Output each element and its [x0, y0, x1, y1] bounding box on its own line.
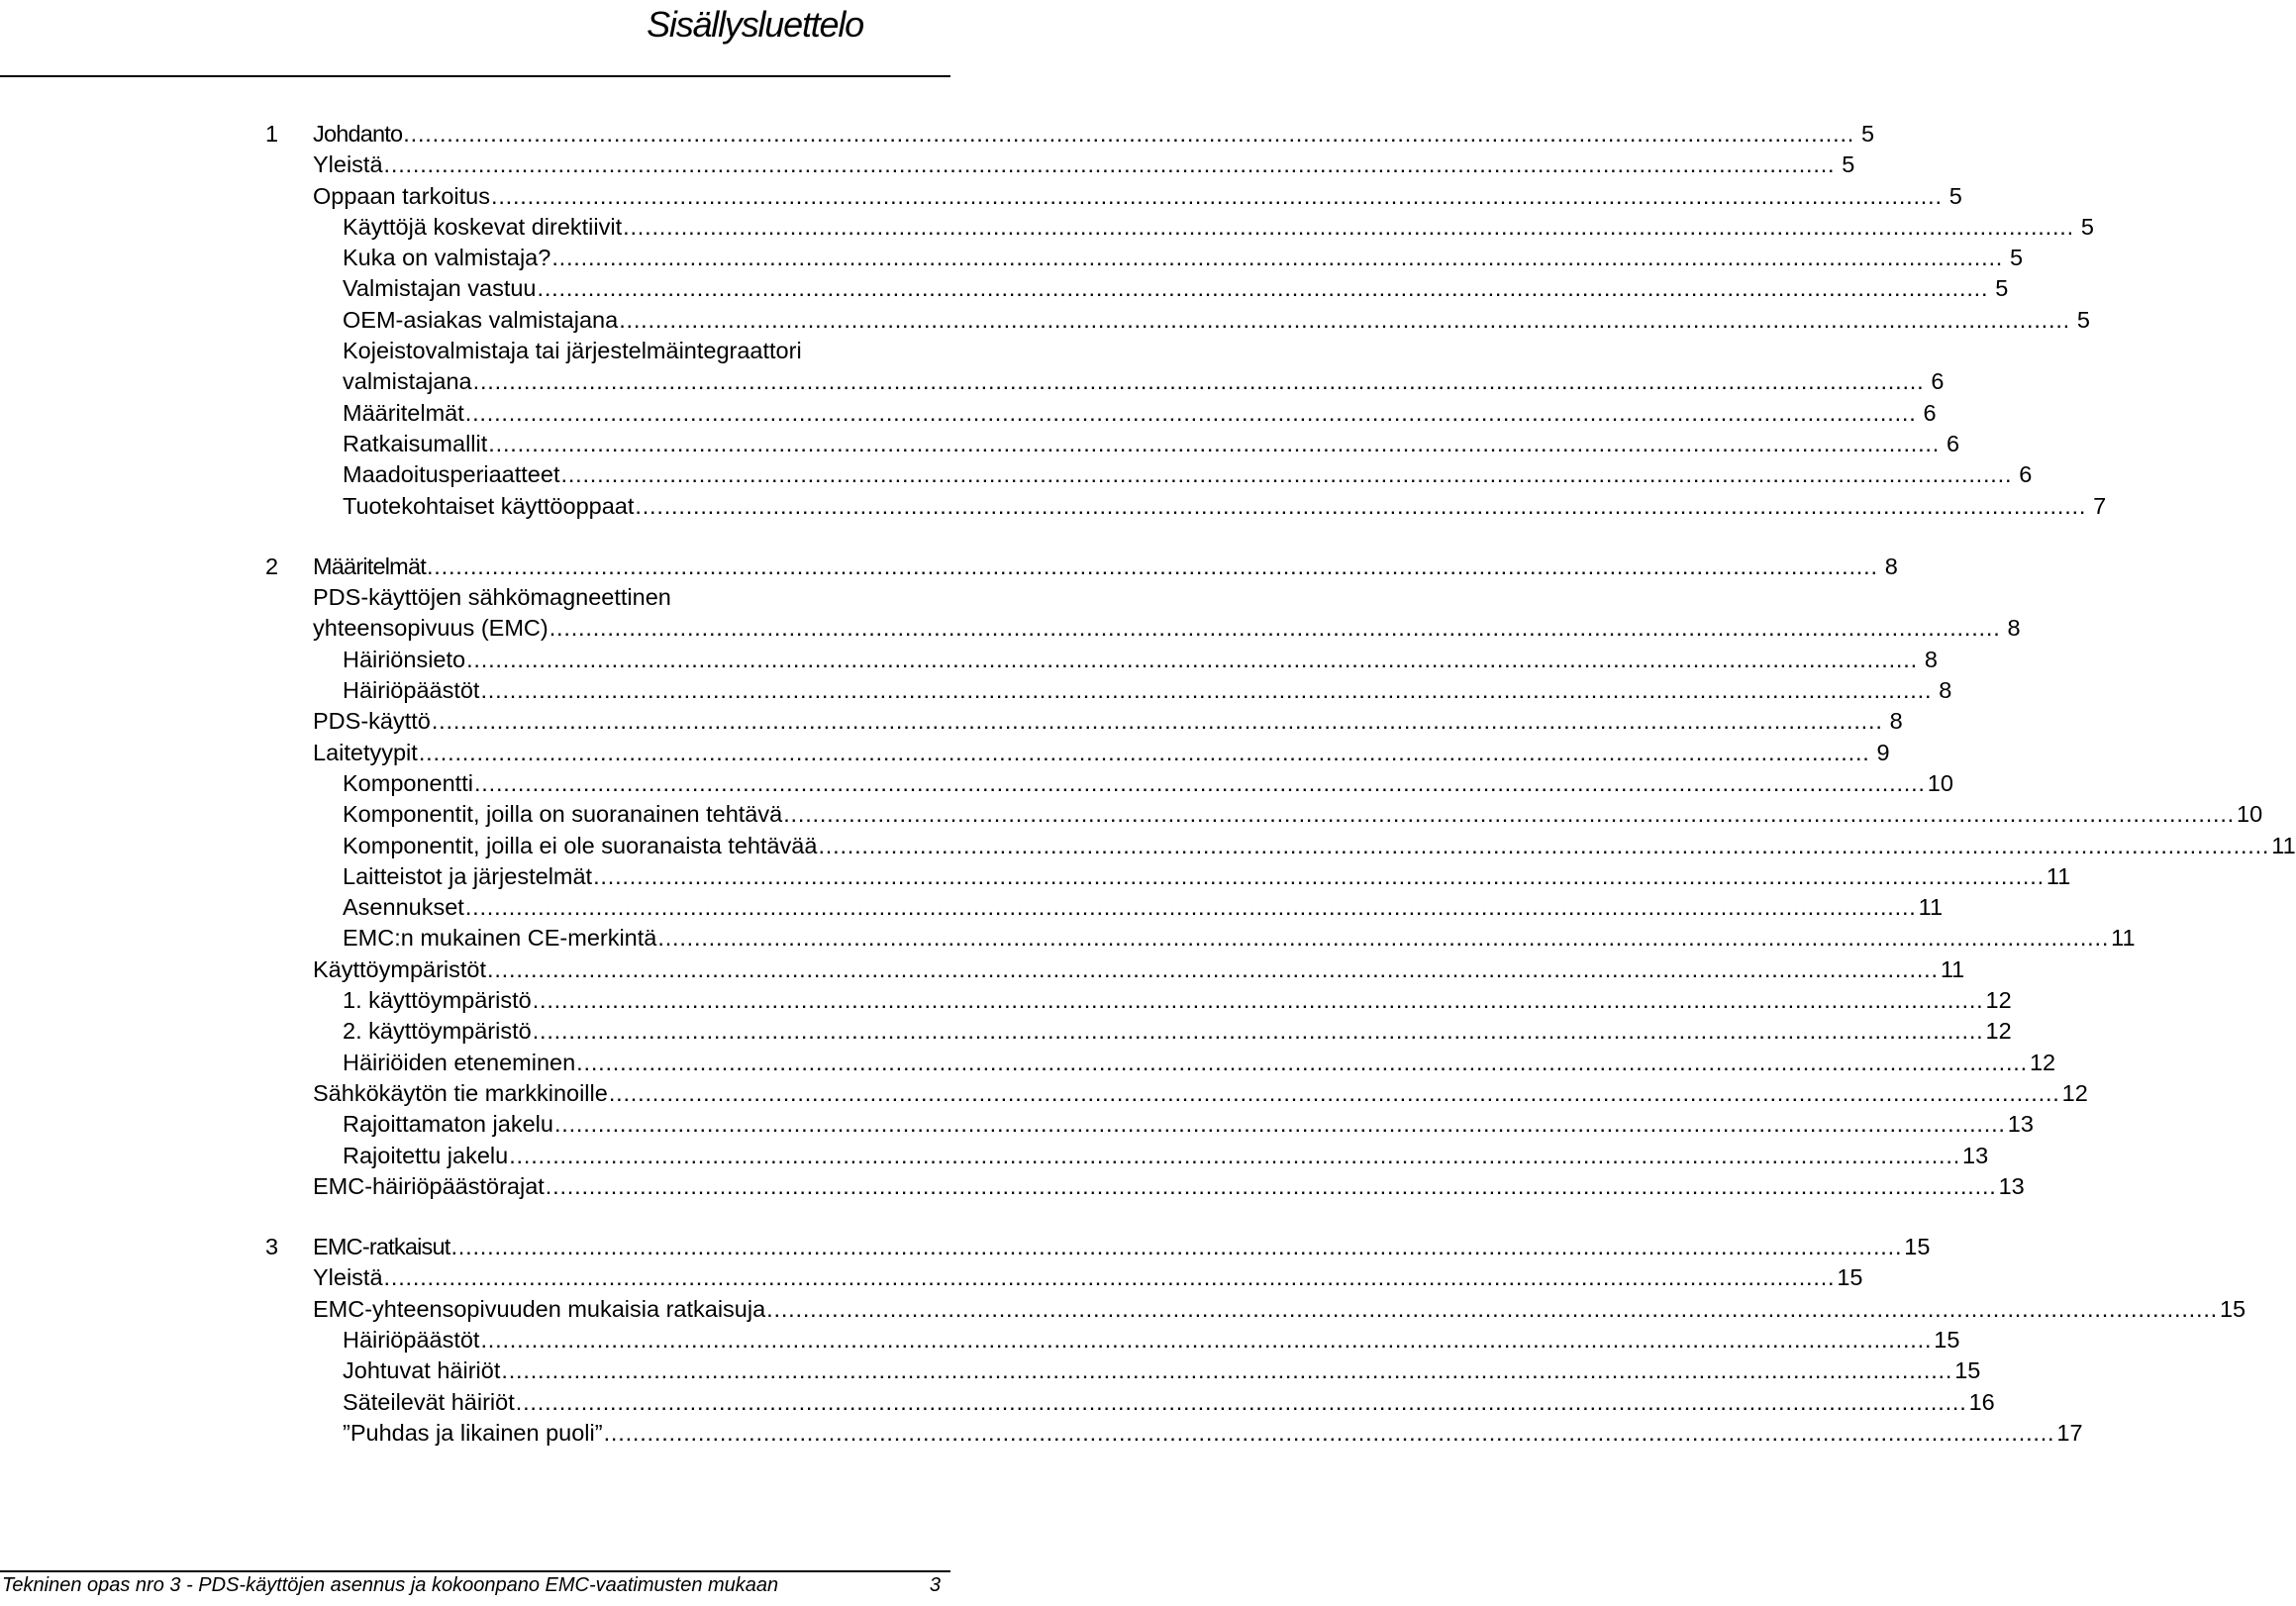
toc-entry-title: Häiriöpäästöt — [343, 1326, 480, 1353]
toc-entry[interactable] — [0, 1325, 1960, 1355]
toc-entry-title: Kuka on valmistaja? — [343, 245, 551, 271]
toc-entry[interactable] — [0, 212, 2094, 243]
toc-entry-title: Kojeistovalmistaja tai järjestelmäintegraattori — [343, 338, 802, 364]
dot-leader: ........................................................................................................................................................................................................ — [657, 925, 2110, 952]
toc-entry-title: EMC:n mukainen CE-merkintä — [343, 925, 657, 952]
dot-leader: ........................................................................................................................................................................................................ — [532, 1018, 1984, 1045]
toc-entry-title: Sähkökäytön tie markkinoille — [313, 1079, 608, 1106]
toc-entry-line — [343, 212, 2094, 243]
toc-entry[interactable] — [0, 1109, 2034, 1140]
toc-page-number: 8 — [1939, 677, 1952, 704]
dot-leader: ........................................................................................................................................................................................................ — [450, 1234, 1903, 1260]
toc-page-number: 13 — [1962, 1142, 1989, 1168]
toc-page-number: 7 — [2093, 492, 2107, 519]
toc-entry-title: Yleistä — [313, 1264, 383, 1291]
toc-entry-line — [343, 892, 1944, 923]
toc-entry[interactable] — [0, 954, 1965, 985]
dot-leader: ........................................................................................................................................................................................................ — [488, 430, 1941, 456]
dot-leader: ........................................................................................................................................................................................................ — [603, 1419, 2055, 1446]
footer-text: Tekninen opas nro 3 - PDS-käyttöjen asennus ja kokoonpano EMC-vaatimusten mukaan — [2, 1574, 779, 1596]
toc-chapter[interactable] — [0, 119, 1875, 150]
dot-leader: ........................................................................................................................................................................................................ — [818, 832, 2270, 858]
toc-entry-line — [343, 336, 921, 366]
toc-entry[interactable] — [0, 336, 950, 366]
dot-leader: ........................................................................................................................................................................................................ — [551, 245, 2004, 271]
dot-leader: ........................................................................................................................................................................................................ — [576, 1049, 2028, 1075]
toc-entry-line — [343, 645, 1938, 675]
toc-entry[interactable] — [0, 491, 2107, 522]
dot-leader: ........................................................................................................................................................................................................ — [466, 646, 1918, 672]
dot-leader: ........................................................................................................................................................................................................ — [509, 1142, 1961, 1168]
toc-entry-line — [313, 181, 1962, 212]
toc-entry-title: Määritelmät — [343, 399, 464, 426]
toc-entry[interactable] — [0, 398, 1937, 429]
dot-leader: ........................................................................................................................................................................................................ — [537, 275, 1989, 302]
toc-entry[interactable] — [0, 459, 2033, 490]
toc-page-number: 5 — [1948, 182, 1962, 209]
toc-entry[interactable] — [0, 150, 1855, 180]
toc-page-number: 13 — [1998, 1172, 2025, 1199]
dot-leader: ........................................................................................................................................................................................................ — [560, 461, 2013, 488]
toc-page-number: 15 — [1837, 1264, 1863, 1291]
section-gap — [0, 1202, 950, 1232]
toc-entry-title: Komponentti — [343, 769, 473, 796]
chapter-number: 1 — [265, 121, 279, 147]
toc-page-number: 12 — [2029, 1049, 2056, 1075]
dot-leader: ........................................................................................................................................................................................................ — [480, 677, 1933, 704]
toc-entry-line — [343, 861, 2071, 892]
toc-entry-line — [343, 429, 1960, 459]
toc-entry-line — [313, 613, 2021, 644]
toc-entry[interactable] — [0, 1387, 1995, 1418]
toc-entry[interactable] — [0, 613, 2021, 644]
toc-entry-line — [313, 954, 1965, 985]
toc-page-number: 6 — [1947, 430, 1960, 456]
toc-entry-title: Maadoitusperiaatteet — [343, 461, 560, 488]
toc-entry-line — [343, 985, 2012, 1016]
toc-page-number: 5 — [2010, 245, 2024, 271]
dot-leader: ........................................................................................................................................................................................................ — [426, 552, 1878, 579]
toc-entry-line — [343, 459, 2033, 490]
toc-entry[interactable] — [0, 706, 1903, 737]
toc-page-number: 11 — [2111, 925, 2136, 952]
toc-entry-line — [343, 305, 2090, 336]
toc-entry[interactable] — [0, 1355, 1981, 1386]
toc-page-number: 5 — [2076, 306, 2090, 333]
toc-entry-line — [313, 1078, 2088, 1109]
footer-rule — [0, 1570, 950, 1572]
toc-entry-title: Käyttöympäristöt — [313, 955, 487, 982]
dot-leader: ........................................................................................................................................................................................................ — [608, 1079, 2060, 1106]
toc-entry-line — [343, 1109, 2034, 1140]
toc-entry-line — [343, 799, 2263, 830]
section-gap — [0, 522, 950, 552]
toc-entry-title: Rajoitettu jakelu — [343, 1142, 509, 1168]
toc-entry-title: PDS-käyttö — [313, 708, 431, 735]
toc-page-number: 10 — [2237, 801, 2263, 828]
toc-entry-title: Valmistajan vastuu — [343, 275, 537, 302]
dot-leader: ........................................................................................................................................................................................................ — [783, 801, 2236, 828]
toc-entry-title: Ratkaisumallit — [343, 430, 488, 456]
dot-leader: ........................................................................................................................................................................................................ — [487, 955, 1939, 982]
chapter-number: 2 — [265, 552, 279, 579]
toc-entry-title: Yleistä — [313, 151, 383, 178]
toc-entry-line — [343, 675, 1952, 706]
toc-entry-line — [313, 582, 921, 613]
dot-leader: ........................................................................................................................................................................................................ — [549, 615, 2001, 642]
toc-entry-line — [343, 243, 2024, 273]
toc-entry-line — [343, 1387, 1995, 1418]
dot-leader: ........................................................................................................................................................................................................ — [403, 121, 1855, 147]
page-title: Sisällysluettelo — [647, 4, 863, 45]
toc-entry[interactable] — [0, 1078, 2088, 1109]
toc-page-number: 8 — [2007, 615, 2021, 642]
toc-entry-title: Määritelmät — [313, 552, 426, 579]
toc-entry-title: Johtuvat häiriöt — [343, 1357, 501, 1384]
toc-entry-title: Komponentit, joilla on suoranainen tehtävä — [343, 801, 783, 828]
toc-entry[interactable] — [0, 923, 2136, 954]
toc-chapter[interactable] — [0, 1232, 1931, 1262]
dot-leader: ........................................................................................................................................................................................................ — [593, 862, 2045, 889]
toc-entry-title: EMC-yhteensopivuuden mukaisia ratkaisuja — [313, 1295, 766, 1322]
toc-entry[interactable] — [0, 831, 2296, 861]
toc-entry-title: PDS-käyttöjen sähkömagneettinen — [313, 584, 671, 611]
toc-entry-line — [313, 150, 1855, 180]
toc-entry-line — [343, 1355, 1981, 1386]
toc-entry-title: Komponentit, joilla ei ole suoranaista tehtävää — [343, 832, 818, 858]
toc-page-number: 11 — [1940, 955, 1965, 982]
toc-entry-title: Käyttöjä koskevat direktiivit — [343, 213, 623, 240]
toc-entry[interactable] — [0, 366, 1945, 397]
table-of-contents — [0, 119, 2296, 1449]
toc-entry-title: Häiriöpäästöt — [343, 677, 480, 704]
toc-page-number: 11 — [1918, 894, 1944, 921]
toc-entry-title: Oppaan tarkoitus — [313, 182, 490, 209]
toc-entry-line — [313, 1262, 1863, 1293]
toc-entry-line — [343, 1016, 2012, 1047]
toc-entry-title: yhteensopivuus (EMC) — [313, 615, 549, 642]
dot-leader: ........................................................................................................................................................................................................ — [418, 739, 1870, 765]
toc-page-number: 10 — [1927, 769, 1953, 796]
toc-entry[interactable] — [0, 892, 1944, 923]
toc-entry-title: EMC-häiriöpäästörajat — [313, 1172, 545, 1199]
dot-leader: ........................................................................................................................................................................................................ — [431, 708, 1883, 735]
toc-entry-title: 2. käyttöympäristö — [343, 1018, 532, 1045]
toc-page-number: 12 — [2061, 1079, 2088, 1106]
toc-entry-title: Häiriöiden eteneminen — [343, 1049, 576, 1075]
toc-page-number: 17 — [2056, 1419, 2083, 1446]
toc-entry-line — [343, 1325, 1960, 1355]
toc-entry-title: EMC-ratkaisut — [313, 1234, 450, 1260]
toc-entry-title: Asennukset — [343, 894, 464, 921]
toc-page-number: 5 — [1861, 121, 1875, 147]
toc-entry[interactable] — [0, 1262, 1863, 1293]
toc-entry[interactable] — [0, 1016, 2012, 1047]
toc-page-number: 6 — [2019, 461, 2033, 488]
dot-leader: ........................................................................................................................................................................................................ — [383, 1264, 1836, 1291]
dot-leader: ........................................................................................................................................................................................................ — [464, 894, 1917, 921]
toc-entry-line — [343, 366, 1945, 397]
chapter-number: 3 — [265, 1234, 279, 1260]
footer-page-number: 3 — [929, 1574, 941, 1596]
dot-leader: ........................................................................................................................................................................................................ — [515, 1388, 1967, 1415]
toc-page-number: 9 — [1876, 739, 1890, 765]
toc-entry-title: Laitetyypit — [313, 739, 418, 765]
toc-entry-line — [313, 119, 1875, 150]
toc-entry-line — [343, 1048, 2056, 1078]
dot-leader: ........................................................................................................................................................................................................ — [464, 399, 1917, 426]
toc-entry-line — [313, 1171, 2025, 1202]
toc-entry[interactable] — [0, 305, 2090, 336]
toc-page-number: 6 — [1923, 399, 1937, 426]
dot-leader: ........................................................................................................................................................................................................ — [480, 1326, 1933, 1353]
toc-entry-title: Rajoittamaton jakelu — [343, 1111, 553, 1138]
toc-page-number: 12 — [1985, 1018, 2012, 1045]
toc-entry-line — [343, 831, 2296, 861]
toc-entry-title: Säteilevät häiriöt — [343, 1388, 515, 1415]
toc-entry-line — [313, 552, 1898, 582]
toc-entry-title: Laitteistot ja järjestelmät — [343, 862, 593, 889]
toc-entry-line — [343, 1418, 2083, 1449]
toc-chapter[interactable] — [0, 552, 1898, 582]
toc-page-number: 15 — [1934, 1326, 1960, 1353]
toc-entry[interactable] — [0, 1141, 1989, 1171]
toc-entry-title: ”Puhdas ja likainen puoli” — [343, 1419, 603, 1446]
toc-entry[interactable] — [0, 799, 2263, 830]
toc-entry[interactable] — [0, 645, 1938, 675]
toc-entry[interactable] — [0, 429, 1960, 459]
toc-entry[interactable] — [0, 675, 1952, 706]
toc-page-number: 11 — [2046, 862, 2071, 889]
dot-leader: ........................................................................................................................................................................................................ — [490, 182, 1943, 209]
dot-leader: ........................................................................................................................................................................................................ — [619, 306, 2070, 333]
toc-page-number: 5 — [1995, 275, 2009, 302]
toc-entry-line — [313, 706, 1903, 737]
dot-leader: ........................................................................................................................................................................................................ — [501, 1357, 1953, 1384]
dot-leader: ........................................................................................................................................................................................................ — [383, 151, 1836, 178]
toc-entry-line — [343, 398, 1937, 429]
toc-entry-line — [343, 273, 2009, 304]
toc-page-number: 6 — [1931, 368, 1945, 395]
toc-page-number: 11 — [2271, 832, 2296, 858]
toc-entry[interactable] — [0, 1294, 2246, 1325]
dot-leader: ........................................................................................................................................................................................................ — [766, 1295, 2218, 1322]
toc-page-number: 16 — [1968, 1388, 1995, 1415]
toc-entry[interactable] — [0, 768, 1953, 799]
toc-page-number: 8 — [1889, 708, 1903, 735]
toc-entry[interactable] — [0, 1171, 2025, 1202]
toc-entry[interactable] — [0, 273, 2009, 304]
toc-page-number: 15 — [2219, 1295, 2246, 1322]
dot-leader: ........................................................................................................................................................................................................ — [623, 213, 2074, 240]
toc-entry[interactable] — [0, 861, 2071, 892]
toc-page-number: 8 — [1884, 552, 1898, 579]
toc-entry[interactable] — [0, 181, 1962, 212]
toc-page-number: 8 — [1924, 646, 1938, 672]
toc-entry-line — [343, 491, 2107, 522]
dot-leader: ........................................................................................................................................................................................................ — [635, 492, 2087, 519]
toc-entry-line — [343, 768, 1953, 799]
toc-entry-title: Häiriönsieto — [343, 646, 466, 672]
toc-page-number: 5 — [2080, 213, 2094, 240]
toc-page-number: 13 — [2007, 1111, 2034, 1138]
dot-leader: ........................................................................................................................................................................................................ — [545, 1172, 1997, 1199]
toc-page-number: 15 — [1954, 1357, 1981, 1384]
toc-entry-line — [343, 923, 2136, 954]
page-footer — [2, 1574, 941, 1597]
toc-entry-title: 1. käyttöympäristö — [343, 987, 532, 1014]
dot-leader: ........................................................................................................................................................................................................ — [473, 769, 1926, 796]
toc-page-number: 15 — [1904, 1234, 1931, 1260]
dot-leader: ........................................................................................................................................................................................................ — [553, 1111, 2006, 1138]
toc-entry[interactable] — [0, 582, 950, 613]
header-rule — [0, 75, 950, 77]
toc-page-number: 5 — [1842, 151, 1855, 178]
toc-entry[interactable] — [0, 1418, 2083, 1449]
toc-entry-title: Johdanto — [313, 121, 403, 147]
toc-entry-title: OEM-asiakas valmistajana — [343, 306, 619, 333]
toc-entry-line — [343, 1141, 1989, 1171]
toc-entry[interactable] — [0, 243, 2024, 273]
toc-page-number: 12 — [1985, 987, 2012, 1014]
toc-entry-title: Tuotekohtaiset käyttöoppaat — [343, 492, 635, 519]
toc-entry[interactable] — [0, 738, 1890, 768]
toc-entry-line — [313, 738, 1890, 768]
toc-entry-title: valmistajana — [343, 368, 472, 395]
toc-entry[interactable] — [0, 985, 2012, 1016]
dot-leader: ........................................................................................................................................................................................................ — [472, 368, 1925, 395]
toc-entry-line — [313, 1232, 1931, 1262]
toc-entry-line — [313, 1294, 2246, 1325]
toc-entry[interactable] — [0, 1048, 2056, 1078]
dot-leader: ........................................................................................................................................................................................................ — [532, 987, 1984, 1014]
